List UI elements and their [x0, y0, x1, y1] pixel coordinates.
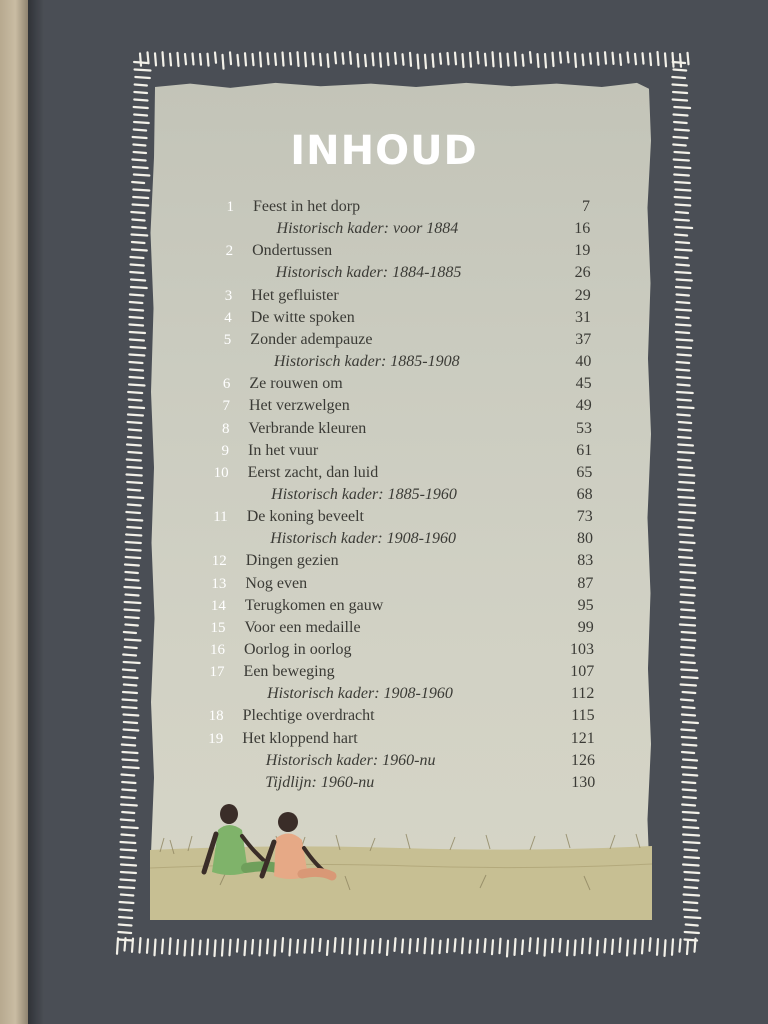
chapter-title: Voor een medaille: [244, 618, 361, 636]
chapter-title: Ze rouwen om: [249, 375, 343, 393]
chapter-number: 7: [222, 398, 230, 415]
page-number: 68: [576, 485, 593, 503]
page-number: 126: [571, 751, 595, 769]
toc-chapter-row: [0, 705, 768, 727]
chapter-number: 19: [208, 730, 224, 747]
chapter-title: Feest in het dorp: [253, 198, 361, 215]
child-green-dress: [204, 804, 282, 875]
subentry-title: Historisch kader: 1885-1960: [271, 485, 457, 503]
toc-chapter-row: [0, 329, 768, 351]
subentry-title: Historisch kader: 1885-1908: [273, 353, 460, 371]
page-number: 49: [575, 397, 592, 415]
toc-chapter-row: [0, 506, 768, 528]
chapter-number: 1: [226, 199, 234, 215]
chapter-title: Dingen gezien: [245, 552, 339, 570]
page-number: 19: [574, 242, 591, 260]
chapter-number: 18: [208, 708, 224, 725]
chapter-number: 12: [211, 553, 227, 570]
page-number: 40: [575, 353, 592, 371]
page-title: INHOUD: [290, 128, 478, 174]
subentry-title: Historisch kader: 1884-1885: [275, 264, 462, 282]
toc-chapter-row: [0, 373, 768, 395]
toc-chapter-row: [0, 639, 768, 661]
chapter-number: 15: [210, 619, 226, 636]
chapter-title: Ondertussen: [252, 242, 333, 260]
page-number: 115: [571, 707, 595, 725]
chapter-number: 2: [225, 243, 234, 260]
page-number: 112: [570, 685, 595, 703]
page-number: 7: [582, 198, 590, 215]
chapter-title: Het kloppend hart: [242, 729, 358, 747]
page-number: 130: [571, 773, 596, 791]
toc-chapter-row: [0, 550, 768, 572]
toc-subentry-row: [0, 750, 768, 772]
page-number: 95: [577, 596, 594, 614]
chapter-title: Terugkomen en gauw: [244, 596, 384, 614]
chapter-title: Nog even: [245, 574, 308, 592]
page-number: 16: [574, 220, 591, 238]
chapter-title: De witte spoken: [250, 308, 355, 326]
toc-chapter-row: [0, 285, 768, 307]
page-number: 73: [576, 508, 593, 526]
subentry-title: Tijdlijn: 1960-nu: [265, 773, 375, 791]
chapter-number: 9: [221, 442, 230, 459]
page-number: 99: [577, 618, 594, 636]
chapter-number: 4: [224, 309, 232, 326]
page-number: 45: [575, 375, 592, 393]
chapter-title: Het gefluister: [251, 286, 339, 304]
page-number: 80: [577, 530, 593, 548]
chapter-number: 17: [209, 664, 225, 681]
toc-chapter-row: [0, 595, 768, 617]
page-number: 26: [574, 264, 591, 282]
chapter-number: 3: [224, 287, 233, 304]
page-number: 83: [577, 552, 594, 570]
toc-subentry-row: [0, 683, 768, 705]
toc-chapter-row: [0, 661, 768, 683]
page-number: 53: [576, 419, 592, 437]
toc-subentry-row: [0, 218, 768, 240]
chapter-title: Zonder adempauze: [250, 330, 373, 348]
toc-chapter-row: [0, 573, 768, 595]
toc-chapter-row: [0, 728, 768, 750]
chapter-title: Verbrande kleuren: [248, 419, 367, 437]
page-number: 65: [576, 463, 593, 481]
chapter-number: 13: [211, 575, 227, 592]
subentry-title: Historisch kader: voor 1884: [276, 220, 459, 238]
chapter-number: 11: [213, 509, 228, 526]
chapter-title: Oorlog in oorlog: [244, 641, 352, 658]
chapter-number: 8: [222, 420, 230, 437]
toc-chapter-row: [0, 617, 768, 639]
chapter-title: Eerst zacht, dan luid: [247, 463, 379, 481]
page-number: 107: [570, 663, 595, 681]
chapter-number: 14: [210, 597, 226, 614]
toc-chapter-row: [0, 418, 768, 440]
toc-chapter-row: [0, 307, 768, 329]
toc-subentry-row: [0, 528, 768, 550]
toc-chapter-row: [0, 196, 768, 218]
toc-subentry-row: [0, 484, 768, 506]
toc-subentry-row: [0, 351, 768, 373]
chapter-title: Het verzwelgen: [248, 397, 350, 415]
toc-chapter-row: [0, 462, 768, 484]
chapter-number: 10: [213, 464, 229, 481]
subentry-title: Historisch kader: 1908-1960: [267, 685, 453, 703]
toc-chapter-row: [0, 395, 768, 417]
chapter-title: Een beweging: [243, 663, 335, 681]
two-children-in-grass-illustration: [150, 790, 652, 920]
chapter-number: 16: [210, 642, 225, 658]
chapter-title: Plechtige overdracht: [242, 707, 375, 725]
page-number: 103: [570, 641, 594, 658]
page-number: 121: [570, 729, 595, 747]
subentry-title: Historisch kader: 1960-nu: [265, 751, 436, 769]
toc-chapter-row: [0, 240, 768, 262]
page-number: 87: [577, 574, 594, 592]
chapter-title: De koning beveelt: [246, 508, 364, 526]
chapter-number: 6: [222, 376, 231, 393]
toc-subentry-row: [0, 262, 768, 284]
page-number: 29: [574, 286, 591, 304]
page-number: 61: [576, 441, 593, 459]
subentry-title: Historisch kader: 1908-1960: [270, 530, 457, 548]
toc-chapter-row: [0, 440, 768, 462]
page-number: 37: [575, 330, 592, 348]
chapter-title: In het vuur: [248, 441, 319, 459]
chapter-number: 5: [223, 331, 232, 348]
page-number: 31: [575, 308, 591, 326]
